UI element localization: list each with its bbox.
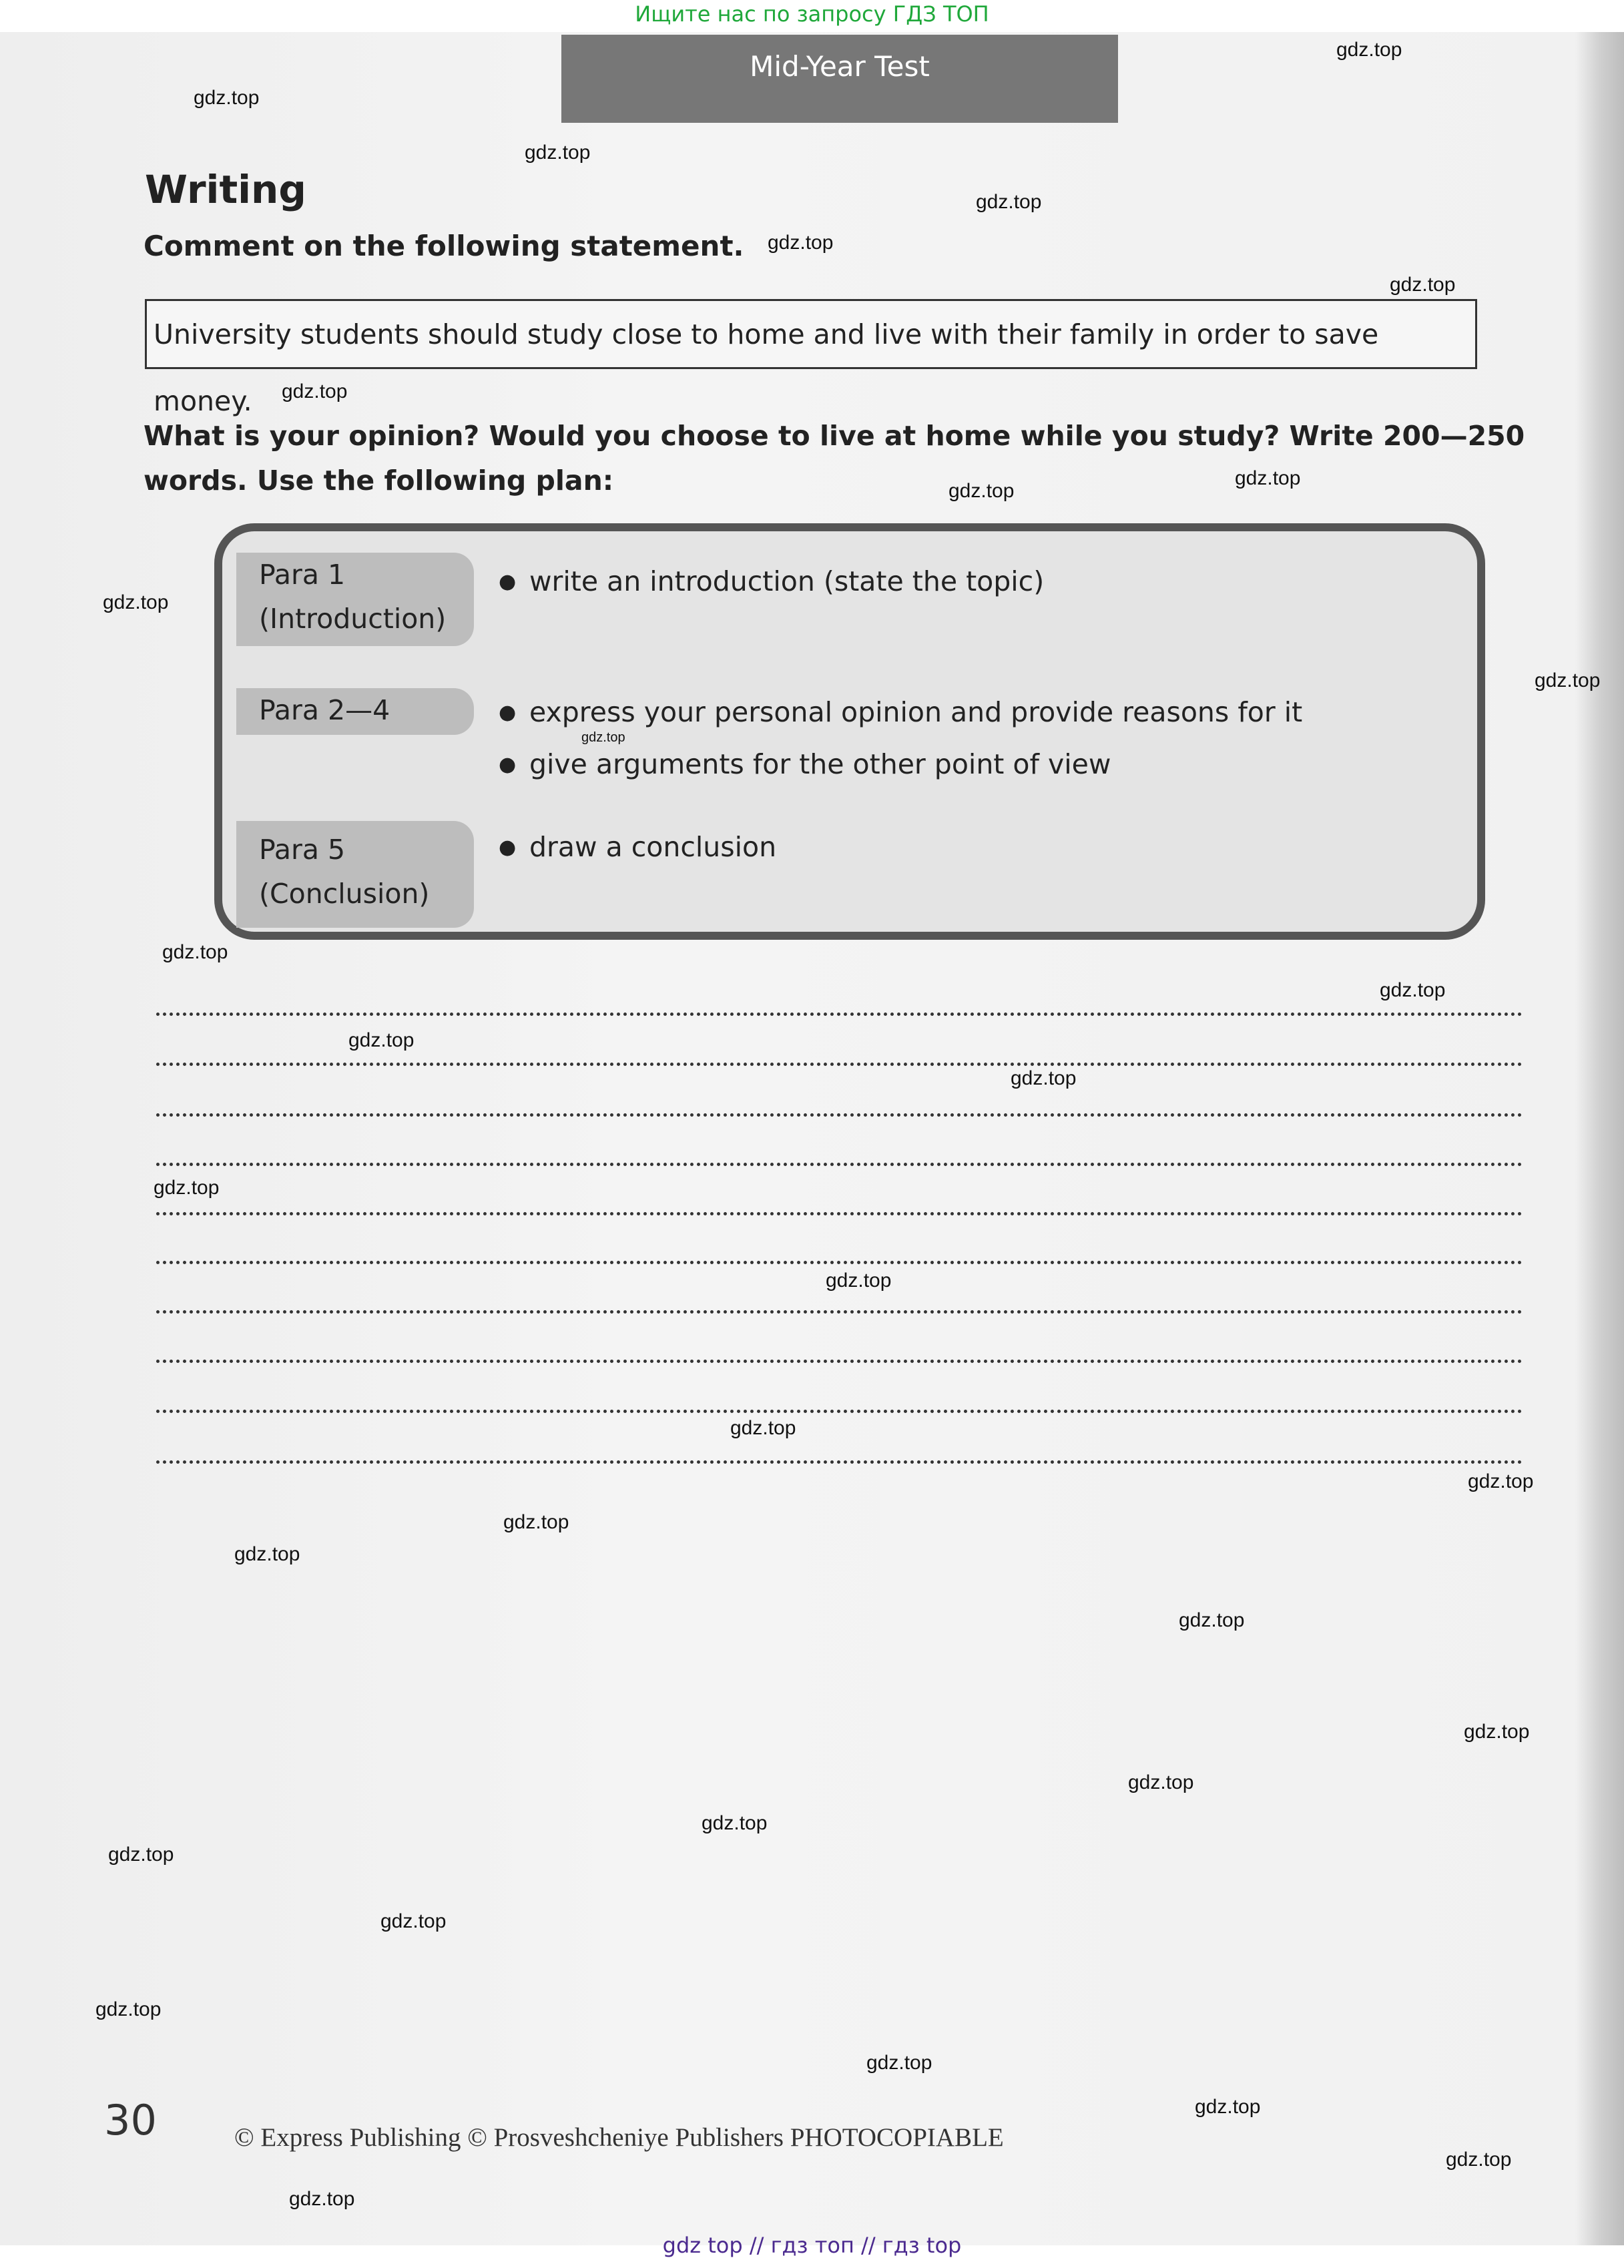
watermark: gdz.top (1336, 39, 1402, 61)
statement-box: University students should study close to home and live with their family in order to save money. (145, 299, 1477, 369)
watermark: gdz.top (1535, 669, 1601, 691)
watermark: gdz.top (1011, 1067, 1077, 1089)
watermark: gdz.top (108, 1844, 174, 1866)
watermark: gdz.top (581, 730, 625, 745)
page-number: 30 (104, 2096, 157, 2145)
watermark: gdz.top (702, 1812, 768, 1834)
header-banner (561, 35, 1118, 123)
instruction-text: Comment on the following statement. (144, 230, 744, 262)
question-text: What is your opinion? Would you choose to live at home while you study? Write 200—250 words. Use the following plan: (144, 420, 1525, 497)
watermark: gdz.top (826, 1269, 892, 1292)
answer-line[interactable] (156, 1410, 1523, 1413)
watermark: gdz.top (730, 1417, 796, 1439)
answer-line[interactable] (156, 1113, 1523, 1117)
plan-tab-para-1 (236, 553, 474, 646)
plan-tab-label: Para 5 (259, 834, 346, 866)
answer-line[interactable] (156, 1212, 1523, 1215)
watermark: gdz.top (348, 1029, 415, 1051)
watermark: gdz.top (1468, 1470, 1534, 1492)
answer-line[interactable] (156, 1360, 1523, 1363)
answer-line[interactable] (156, 1063, 1523, 1066)
watermark: gdz.top (866, 2052, 932, 2074)
watermark: gdz.top (768, 232, 834, 254)
plan-point: ● draw a conclusion (499, 831, 777, 863)
bottom-banner-link[interactable]: gdz top // гдз топ // гдз top (662, 2233, 962, 2258)
copyright-notice: © Express Publishing © Prosveshcheniye Publishers PHOTOCOPIABLE (234, 2123, 1004, 2152)
answer-line[interactable] (156, 1163, 1523, 1166)
bullet-icon: ● (499, 570, 517, 593)
watermark: gdz.top (525, 141, 591, 164)
plan-tab-para-5 (236, 821, 474, 928)
watermark: gdz.top (162, 941, 228, 963)
bullet-icon: ● (499, 753, 517, 776)
answer-line[interactable] (156, 1460, 1523, 1464)
plan-tab-sublabel: (Introduction) (259, 603, 447, 635)
watermark: gdz.top (95, 1998, 162, 2020)
watermark: gdz.top (1179, 1609, 1245, 1631)
bullet-icon: ● (499, 836, 517, 859)
watermark: gdz.top (1464, 1721, 1530, 1743)
watermark: gdz.top (380, 1910, 447, 1932)
section-title: Writing (145, 167, 306, 212)
plan-point: ● write an introduction (state the topic) (499, 565, 1045, 597)
answer-line[interactable] (156, 1261, 1523, 1264)
watermark: gdz.top (949, 480, 1015, 502)
watermark: gdz.top (289, 2188, 355, 2210)
watermark: gdz.top (1446, 2149, 1512, 2171)
plan-point: ● give arguments for the other point of view (499, 748, 1111, 780)
plan-tab-label: Para 1 (259, 559, 346, 591)
watermark: gdz.top (194, 87, 260, 109)
watermark: gdz.top (1235, 467, 1301, 489)
watermark: gdz.top (1128, 1771, 1194, 1793)
watermark: gdz.top (103, 591, 169, 613)
plan-tab-label: Para 2—4 (259, 694, 390, 726)
watermark: gdz.top (1390, 274, 1456, 296)
watermark: gdz.top (1380, 979, 1446, 1001)
bullet-icon: ● (499, 701, 517, 724)
answer-line[interactable] (156, 1310, 1523, 1314)
top-banner-link[interactable]: Ищите нас по запросу ГДЗ ТОП (635, 1, 989, 27)
watermark: gdz.top (503, 1511, 569, 1533)
plan-tab-para-2-4 (236, 688, 474, 735)
writing-plan-box (214, 523, 1485, 940)
watermark: gdz.top (234, 1543, 300, 1565)
header-title: Mid-Year Test (750, 50, 930, 83)
watermark: gdz.top (154, 1177, 220, 1199)
watermark: gdz.top (1195, 2096, 1261, 2118)
plan-point: ● express your personal opinion and provide reasons for it (499, 696, 1303, 728)
answer-line[interactable] (156, 1013, 1523, 1016)
watermark: gdz.top (976, 191, 1042, 213)
watermark: gdz.top (282, 380, 348, 402)
plan-tab-sublabel: (Conclusion) (259, 878, 430, 910)
